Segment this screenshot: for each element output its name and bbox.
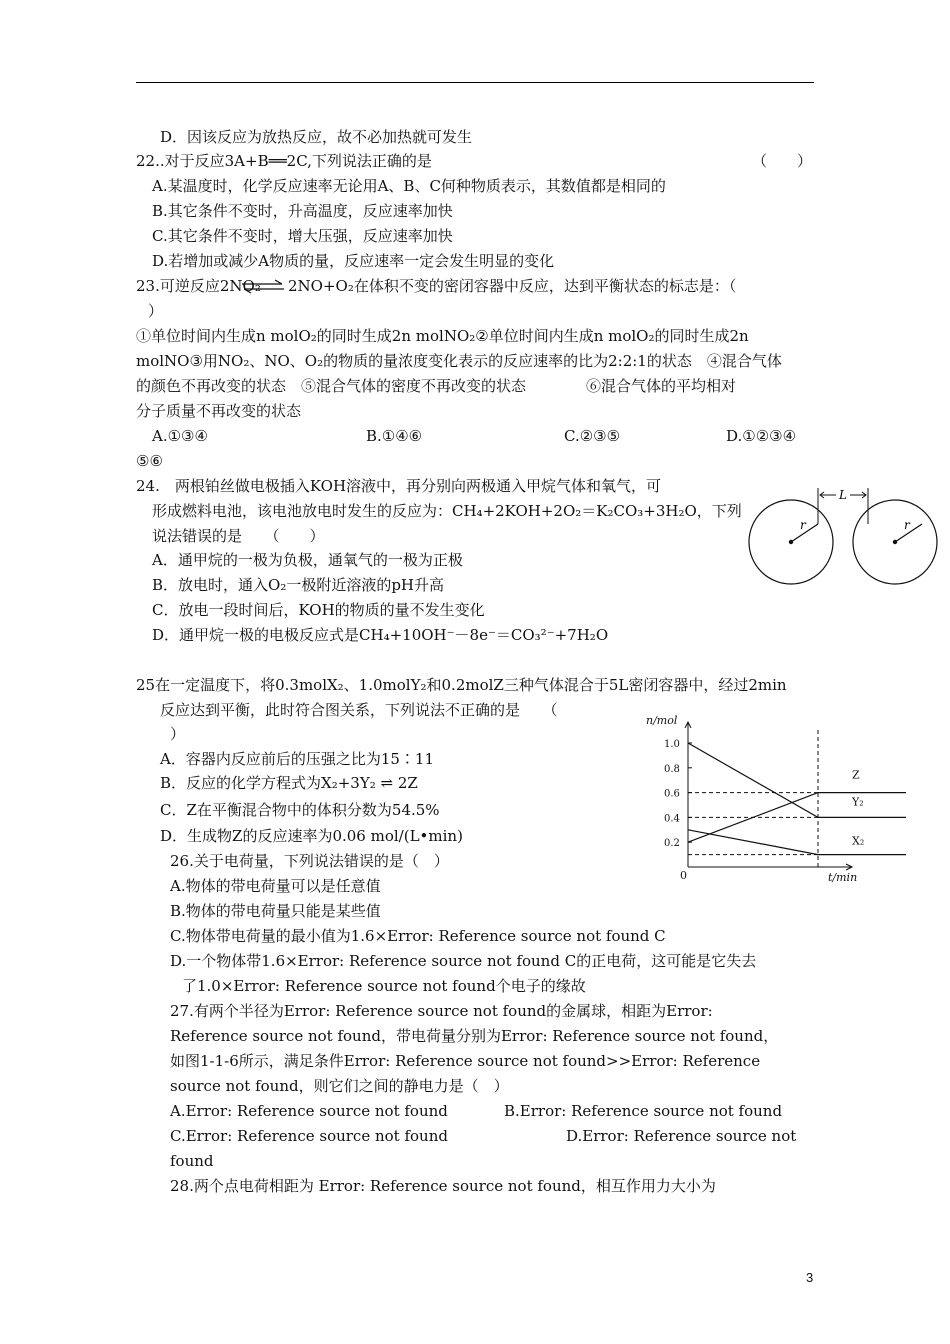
q23-condition-line-3: 的颜色不再改变的状态 ⑤混合气体的密度不再改变的状态 ⑥混合气体的平均相对 [136,377,737,395]
q23-option-d: D.①②③④ [726,427,797,445]
q23-condition-line-1: ①单位时间内生成n molO₂的同时生成2n molNO₂②单位时间内生成n molO₂的同时生成2n [136,327,749,345]
q23-option-a: A.①③④ [152,427,208,445]
q26-option-c: C.物体带电荷量的最小值为1.6×Error: Reference source not found C [170,927,666,945]
q24-option-d: D．通甲烷一极的电极反应式是CH₄+10OH⁻－8e⁻＝CO₃²⁻+7H₂O [152,626,609,644]
y-tick-label: 0.6 [664,788,680,800]
q24-stem-line-3: 说法错误的是 （ ） [152,527,325,545]
q26-option-a: A.物体的带电荷量可以是任意值 [170,877,381,895]
q22-option-d: D.若增加或减少A物质的量，反应速率一定会发生明显的变化 [152,252,555,270]
q23-condition-line-4: 分子质量不再改变的状态 [136,402,302,420]
series-line-X₂ [688,830,906,855]
q26-option-b: B.物体的带电荷量只能是某些值 [170,902,381,920]
q27-option-d: D.Error: Reference source not [566,1127,797,1145]
q23-option-d-cont: ⑤⑥ [136,452,163,470]
q27-stem-line-3: 如图1-1-6所示，满足条件Error: Reference source not found>>Error: Reference [170,1052,761,1070]
series-label-Y₂: Y₂ [852,795,864,809]
q25-option-d: D．生成物Z的反应速率为0.06 mol/(L•min) [160,827,463,845]
q23-stem-close: ） [148,302,164,320]
q22-option-a: A.某温度时，化学反应速率无论用A、B、C何种物质表示，其数值都是相同的 [152,177,666,195]
q27-stem-line-2: Reference source not found，带电荷量分别为Error: Reference source not found， [170,1027,779,1045]
q27-option-c: C.Error: Reference source not found [170,1127,448,1145]
q22-option-b: B.其它条件不变时，升高温度，反应速率加快 [152,202,453,220]
amount-vs-time-chart [630,710,865,890]
q23-option-c: C.②③⑤ [564,427,621,445]
q22-stem: 22..对于反应3A+B══2C,下列说法正确的是 [136,152,432,170]
left-radius-label: r [800,518,806,532]
q25-stem-line-2: 反应达到平衡，此时符合图关系，下列说法不正确的是 （ [160,701,558,719]
q24-stem-line-2: 形成燃料电池，该电池放电时发生的反应为：CH₄+2KOH+2O₂＝K₂CO₃+3H₂O，下列 [152,502,742,520]
q26-option-d-cont: 了1.0×Error: Reference source not found个电子的缘故 [182,977,586,995]
q25-stem-line-1: 25在一定温度下，将0.3molX₂、1.0molY₂和0.2molZ三种气体混合于5L密闭容器中，经过2min [136,676,787,694]
q26-option-d: D.一个物体带1.6×Error: Reference source not found C的正电荷，这可能是它失去 [170,952,757,970]
equilibrium-arrow-icon [240,279,286,293]
distance-label: L [839,488,847,502]
q25-option-c: C．Z在平衡混合物中的体积分数为54.5% [160,801,440,819]
q23-option-b: B.①④⑥ [366,427,423,445]
q21-option-d: D．因该反应为放热反应，故不必加热就可发生 [160,128,473,146]
q24-option-b: B．放电时，通入O₂一极附近溶液的pH升高 [152,576,445,594]
q23-condition-line-2: molNO③用NO₂、NO、O₂的物质的量浓度变化表示的反应速率的比为2:2:1的状态 ④混合气体 [136,352,782,370]
q22-answer-paren: （ ） [752,152,813,170]
page-number: 3 [806,1270,814,1285]
series-label-X₂: X₂ [852,834,865,848]
q25-option-a: A．容器内反应前后的压强之比为15∶11 [160,750,435,768]
q27-stem-line-4: source not found，则它们之间的静电力是（ ） [170,1077,509,1095]
q23-stem-part1: 23.可逆反应2NO₂ [136,277,261,295]
q22-option-c: C.其它条件不变时，增大压强，反应速率加快 [152,227,453,245]
x-axis-label: t/min [828,871,858,884]
q25-stem-close: ） [170,725,186,743]
y-tick-label: 0.8 [664,763,680,775]
q28-stem: 28.两个点电荷相距为 Error: Reference source not found，相互作用力大小为 [170,1177,716,1195]
y-tick-label: 1.0 [664,739,680,750]
q24-option-c: C．放电一段时间后，KOH的物质的量不发生变化 [152,601,485,619]
q26-stem: 26.关于电荷量，下列说法错误的是（ ） [170,852,449,870]
right-radius-label: r [904,518,910,532]
y-tick-label: 0.4 [664,813,680,825]
y-tick-label: 0.2 [664,838,680,850]
q27-stem-line-1: 27.有两个半径为Error: Reference source not found的金属球，相距为Error: [170,1002,713,1020]
q24-stem-line-1: 24. 两根铂丝做电极插入KOH溶液中，再分别向两极通入甲烷气体和氧气，可 [136,477,662,495]
series-label-Z: Z [852,768,860,782]
origin-label: 0 [680,869,687,882]
two-spheres-figure [740,478,946,588]
q27-option-a: A.Error: Reference source not found [170,1102,448,1120]
q24-option-a: A．通甲烷的一极为负极，通氧气的一极为正极 [152,551,463,569]
q27-option-b: B.Error: Reference source not found [504,1102,783,1120]
y-axis-label: n/mol [646,714,678,727]
q25-option-b: B．反应的化学方程式为X₂+3Y₂ ⇌ 2Z [160,774,418,792]
q23-stem-part2: 2NO+O₂在体积不变的密闭容器中反应，达到平衡状态的标志是：（ [288,277,737,295]
series-line-Y₂ [688,743,906,817]
header-rule [136,82,814,83]
q27-option-d-cont: found [170,1152,214,1170]
